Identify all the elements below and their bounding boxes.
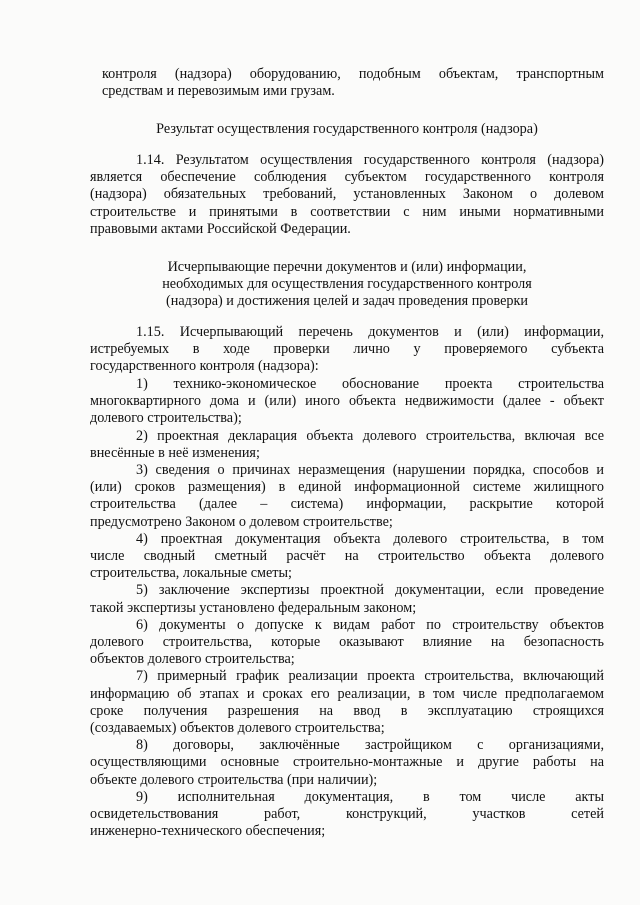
list-item xyxy=(90,668,604,737)
paragraph-1-14 xyxy=(90,152,604,238)
list-item-line: числе сводный сметный расчёт на строительство объекта долевого xyxy=(90,548,604,565)
list-item xyxy=(90,462,604,531)
list-item-line: осуществляющими основные строительно-монтажные и другие работы на xyxy=(90,754,604,771)
list-item-line: 6) документы о допуске к видам работ по строительству объектов xyxy=(136,616,604,633)
paragraph-line: (надзора) обязательных требований, установленных Законом о долевом xyxy=(90,186,604,203)
intro-paragraph xyxy=(102,66,604,100)
list-item-line: инженерно-технического обеспечения; xyxy=(90,823,326,840)
list-item-line: многоквартирного дома и (или) иного объекта недвижимости (далее - объект xyxy=(90,393,604,410)
section-heading-result: Результат осуществления государственного контроля (надзора) xyxy=(156,121,538,137)
list-item-line: 5) заключение экспертизы проектной документации, если проведение xyxy=(136,582,604,599)
list-item-line: внесённые в неё изменения; xyxy=(90,444,260,461)
list-item-line: 8) договоры, заключённые застройщиком с организациями, xyxy=(136,737,604,754)
list-item xyxy=(90,617,604,669)
paragraph-line: является обеспечение соблюдения субъектом государственного контроля xyxy=(90,169,604,186)
list-item-line: такой экспертизы установлено федеральным законом; xyxy=(90,599,417,616)
list-item-line: долевого строительства, которые оказывают влияние на безопасность xyxy=(90,634,604,651)
list-item xyxy=(90,737,604,789)
list-item-line: объектов долевого строительства; xyxy=(90,651,295,668)
list-item-line: (создаваемых) объектов долевого строительства; xyxy=(90,720,385,737)
list-item-line: долевого строительства); xyxy=(90,410,242,427)
list-item-line: 7) примерный график реализации проекта строительства, включающий xyxy=(136,668,604,685)
paragraph-line: строительстве и принятыми в соответствии с ним иными нормативными xyxy=(90,203,604,220)
heading-line: (надзора) и достижения целей и задач проведения проверки xyxy=(166,293,528,310)
section-heading-documents xyxy=(100,259,594,311)
list-item-line: 4) проектная документация объекта долевого строительства, в том xyxy=(136,530,604,547)
intro-line: контроля (надзора) оборудованию, подобным объектам, транспортным xyxy=(102,66,604,82)
list-item-line: строительства, локальные сметы; xyxy=(90,565,292,582)
heading-line: Исчерпывающие перечни документов и (или) информации, xyxy=(167,259,527,275)
list-item-line: 1) технико-экономическое обоснование проекта строительства xyxy=(136,376,604,392)
paragraph-line: 1.15. Исчерпывающий перечень документов и (или) информации, xyxy=(136,324,604,340)
paragraph-line: истребуемых в ходе проверки лично у проверяемого субъекта xyxy=(90,341,604,358)
list-item-line: предусмотрено Законом о долевом строительстве; xyxy=(90,513,393,530)
heading-line: необходимых для осуществления государственного контроля xyxy=(162,276,532,293)
list-item xyxy=(90,789,604,841)
list-item-line: объекте долевого строительства (при наличии); xyxy=(90,771,378,788)
document-list xyxy=(90,376,604,840)
list-item xyxy=(90,376,604,428)
list-item-line: 3) сведения о причинах неразмещения (нарушении порядка, способов и xyxy=(136,462,604,479)
paragraph-line: государственного контроля (надзора): xyxy=(90,358,319,375)
list-item-line: (или) сроков размещения) в единой информационной системе жилищного xyxy=(90,479,604,496)
paragraph-line: 1.14. Результатом осуществления государственного контроля (надзора) xyxy=(136,152,604,168)
list-item xyxy=(90,531,604,583)
list-item-line: 9) исполнительная документация, в том числе акты xyxy=(136,788,604,805)
intro-line: средствам и перевозимым ими грузам. xyxy=(102,83,335,100)
list-item-line: строительства (далее – система) информации, раскрытие которой xyxy=(90,496,604,513)
list-item-line: информацию об этапах и сроках его реализации, в том числе предполагаемом xyxy=(90,685,604,702)
list-item xyxy=(90,428,604,462)
paragraph-1-15 xyxy=(90,324,604,376)
list-item-line: освидетельствования работ, конструкций, участков сетей xyxy=(90,806,604,823)
paragraph-line: правовыми актами Российской Федерации. xyxy=(90,220,351,237)
list-item xyxy=(90,582,604,616)
list-item-line: сроке получения разрешения на ввод в эксплуатацию строящихся xyxy=(90,702,604,719)
list-item-line: 2) проектная декларация объекта долевого строительства, включая все xyxy=(136,427,604,444)
